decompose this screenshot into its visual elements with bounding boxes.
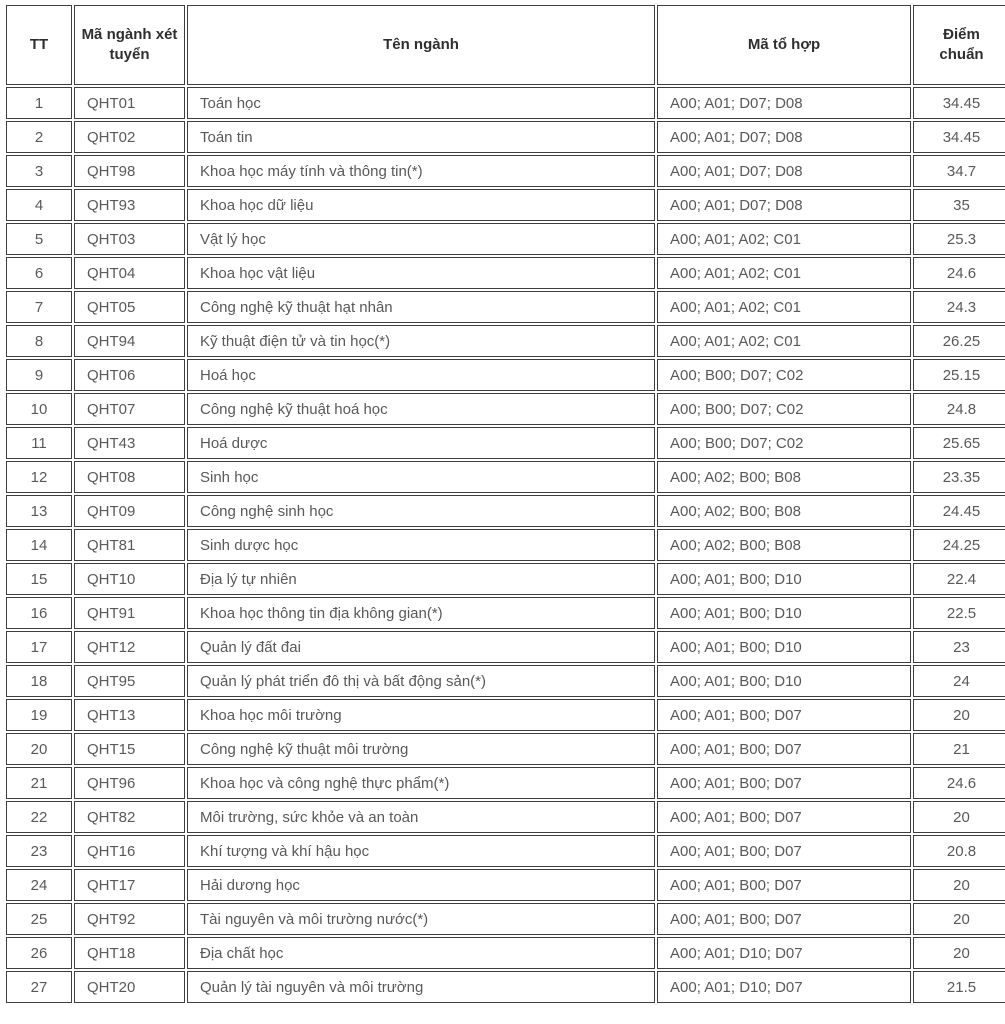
cell-code: QHT01 [74, 87, 185, 119]
cell-tt: 16 [6, 597, 72, 629]
table-body [6, 87, 1005, 1003]
cell-combo: A00; A01; D10; D07 [657, 971, 911, 1003]
cell-name: Môi trường, sức khỏe và an toàn [187, 801, 655, 833]
cell-tt: 25 [6, 903, 72, 935]
cell-code: QHT92 [74, 903, 185, 935]
cell-combo: A00; A01; A02; C01 [657, 325, 911, 357]
cell-score: 20 [913, 801, 1005, 833]
cell-tt: 22 [6, 801, 72, 833]
cell-code: QHT07 [74, 393, 185, 425]
cell-score: 25.3 [913, 223, 1005, 255]
cell-code: QHT82 [74, 801, 185, 833]
cell-score: 25.15 [913, 359, 1005, 391]
cell-combo: A00; A01; D07; D08 [657, 121, 911, 153]
table-row [6, 631, 1005, 663]
table-row [6, 665, 1005, 697]
cell-combo: A00; A01; A02; C01 [657, 291, 911, 323]
cell-tt: 17 [6, 631, 72, 663]
cell-score: 20 [913, 699, 1005, 731]
cell-combo: A00; A01; D10; D07 [657, 937, 911, 969]
cell-code: QHT16 [74, 835, 185, 867]
cell-combo: A00; A01; B00; D07 [657, 767, 911, 799]
table-row [6, 189, 1005, 221]
cell-combo: A00; A02; B00; B08 [657, 461, 911, 493]
cell-code: QHT96 [74, 767, 185, 799]
cell-combo: A00; A01; B00; D07 [657, 699, 911, 731]
cell-code: QHT13 [74, 699, 185, 731]
cell-score: 35 [913, 189, 1005, 221]
cell-code: QHT18 [74, 937, 185, 969]
cell-name: Hoá dược [187, 427, 655, 459]
cell-combo: A00; A01; A02; C01 [657, 223, 911, 255]
cell-tt: 13 [6, 495, 72, 527]
header-row [6, 5, 1005, 85]
cell-score: 21.5 [913, 971, 1005, 1003]
col-header-name: Tên ngành [187, 5, 655, 85]
cell-tt: 11 [6, 427, 72, 459]
cell-score: 24.45 [913, 495, 1005, 527]
cell-combo: A00; A01; B00; D10 [657, 597, 911, 629]
cell-combo: A00; B00; D07; C02 [657, 393, 911, 425]
cell-tt: 2 [6, 121, 72, 153]
table-row [6, 495, 1005, 527]
table-row [6, 155, 1005, 187]
cell-name: Khoa học vật liệu [187, 257, 655, 289]
cell-name: Vật lý học [187, 223, 655, 255]
table-row [6, 937, 1005, 969]
cell-combo: A00; A01; D07; D08 [657, 87, 911, 119]
table-row [6, 563, 1005, 595]
cell-tt: 8 [6, 325, 72, 357]
cell-name: Quản lý phát triển đô thị và bất động sản(*) [187, 665, 655, 697]
cell-name: Khoa học môi trường [187, 699, 655, 731]
table-row [6, 325, 1005, 357]
table-header [6, 5, 1005, 85]
cell-name: Khoa học máy tính và thông tin(*) [187, 155, 655, 187]
cell-tt: 14 [6, 529, 72, 561]
table-row [6, 835, 1005, 867]
cell-code: QHT09 [74, 495, 185, 527]
cell-code: QHT12 [74, 631, 185, 663]
cell-tt: 4 [6, 189, 72, 221]
cell-code: QHT20 [74, 971, 185, 1003]
table-row [6, 597, 1005, 629]
cell-code: QHT10 [74, 563, 185, 595]
cell-score: 23.35 [913, 461, 1005, 493]
table-row [6, 223, 1005, 255]
cell-name: Toán học [187, 87, 655, 119]
cell-name: Khoa học thông tin địa không gian(*) [187, 597, 655, 629]
cell-combo: A00; A01; B00; D07 [657, 801, 911, 833]
cell-tt: 23 [6, 835, 72, 867]
cell-code: QHT98 [74, 155, 185, 187]
cell-combo: A00; B00; D07; C02 [657, 427, 911, 459]
cell-score: 34.45 [913, 121, 1005, 153]
table-row [6, 359, 1005, 391]
table-row [6, 767, 1005, 799]
cell-name: Kỹ thuật điện tử và tin học(*) [187, 325, 655, 357]
cell-score: 22.5 [913, 597, 1005, 629]
cell-code: QHT04 [74, 257, 185, 289]
cell-code: QHT91 [74, 597, 185, 629]
cell-score: 21 [913, 733, 1005, 765]
cell-score: 34.45 [913, 87, 1005, 119]
cell-code: QHT43 [74, 427, 185, 459]
cell-tt: 15 [6, 563, 72, 595]
cell-combo: A00; A01; B00; D07 [657, 835, 911, 867]
cell-score: 34.7 [913, 155, 1005, 187]
cell-name: Công nghệ kỹ thuật hoá học [187, 393, 655, 425]
cell-tt: 24 [6, 869, 72, 901]
table-row [6, 529, 1005, 561]
table-row [6, 393, 1005, 425]
cell-name: Khoa học dữ liệu [187, 189, 655, 221]
table-row [6, 699, 1005, 731]
table-row [6, 87, 1005, 119]
cell-combo: A00; A02; B00; B08 [657, 529, 911, 561]
cell-score: 20 [913, 869, 1005, 901]
cell-name: Địa lý tự nhiên [187, 563, 655, 595]
cell-name: Địa chất học [187, 937, 655, 969]
cell-combo: A00; A01; B00; D07 [657, 869, 911, 901]
cell-score: 20 [913, 937, 1005, 969]
cell-tt: 3 [6, 155, 72, 187]
cell-name: Hoá học [187, 359, 655, 391]
cell-name: Khoa học và công nghệ thực phẩm(*) [187, 767, 655, 799]
table-row [6, 733, 1005, 765]
cell-tt: 10 [6, 393, 72, 425]
cell-tt: 26 [6, 937, 72, 969]
table-row [6, 903, 1005, 935]
table-row [6, 257, 1005, 289]
cell-combo: A00; A01; A02; C01 [657, 257, 911, 289]
cell-name: Quản lý đất đai [187, 631, 655, 663]
cell-tt: 6 [6, 257, 72, 289]
table-row [6, 121, 1005, 153]
cell-score: 24.6 [913, 257, 1005, 289]
cell-tt: 12 [6, 461, 72, 493]
cell-tt: 20 [6, 733, 72, 765]
cell-score: 24.3 [913, 291, 1005, 323]
admission-scores-table [4, 3, 1005, 1005]
col-header-combo: Mã tổ hợp [657, 5, 911, 85]
cell-name: Sinh dược học [187, 529, 655, 561]
table-row [6, 427, 1005, 459]
cell-combo: A00; A01; B00; D07 [657, 903, 911, 935]
cell-score: 22.4 [913, 563, 1005, 595]
cell-code: QHT81 [74, 529, 185, 561]
cell-score: 25.65 [913, 427, 1005, 459]
cell-name: Công nghệ kỹ thuật hạt nhân [187, 291, 655, 323]
cell-tt: 9 [6, 359, 72, 391]
cell-code: QHT17 [74, 869, 185, 901]
col-header-score: Điểm chuẩn [913, 5, 1005, 85]
cell-code: QHT03 [74, 223, 185, 255]
table-row [6, 291, 1005, 323]
cell-score: 20 [913, 903, 1005, 935]
cell-combo: A00; A01; B00; D10 [657, 631, 911, 663]
cell-score: 24 [913, 665, 1005, 697]
cell-name: Công nghệ sinh học [187, 495, 655, 527]
col-header-tt: TT [6, 5, 72, 85]
col-header-code: Mã ngành xét tuyển [74, 5, 185, 85]
table-row [6, 971, 1005, 1003]
cell-tt: 19 [6, 699, 72, 731]
cell-score: 24.8 [913, 393, 1005, 425]
cell-code: QHT02 [74, 121, 185, 153]
cell-code: QHT06 [74, 359, 185, 391]
cell-combo: A00; A02; B00; B08 [657, 495, 911, 527]
cell-name: Hải dương học [187, 869, 655, 901]
cell-tt: 18 [6, 665, 72, 697]
table-row [6, 801, 1005, 833]
cell-combo: A00; A01; D07; D08 [657, 189, 911, 221]
cell-name: Khí tượng và khí hậu học [187, 835, 655, 867]
cell-tt: 27 [6, 971, 72, 1003]
cell-name: Công nghệ kỹ thuật môi trường [187, 733, 655, 765]
cell-score: 24.6 [913, 767, 1005, 799]
cell-name: Quản lý tài nguyên và môi trường [187, 971, 655, 1003]
cell-name: Toán tin [187, 121, 655, 153]
cell-code: QHT05 [74, 291, 185, 323]
cell-score: 26.25 [913, 325, 1005, 357]
cell-code: QHT93 [74, 189, 185, 221]
cell-tt: 21 [6, 767, 72, 799]
cell-code: QHT15 [74, 733, 185, 765]
cell-tt: 1 [6, 87, 72, 119]
cell-score: 24.25 [913, 529, 1005, 561]
cell-combo: A00; A01; B00; D10 [657, 665, 911, 697]
cell-tt: 7 [6, 291, 72, 323]
table-row [6, 869, 1005, 901]
cell-combo: A00; A01; B00; D07 [657, 733, 911, 765]
cell-combo: A00; A01; B00; D10 [657, 563, 911, 595]
cell-name: Tài nguyên và môi trường nước(*) [187, 903, 655, 935]
cell-code: QHT94 [74, 325, 185, 357]
cell-score: 23 [913, 631, 1005, 663]
table-row [6, 461, 1005, 493]
cell-code: QHT95 [74, 665, 185, 697]
cell-combo: A00; B00; D07; C02 [657, 359, 911, 391]
cell-combo: A00; A01; D07; D08 [657, 155, 911, 187]
cell-score: 20.8 [913, 835, 1005, 867]
cell-code: QHT08 [74, 461, 185, 493]
cell-tt: 5 [6, 223, 72, 255]
cell-name: Sinh học [187, 461, 655, 493]
